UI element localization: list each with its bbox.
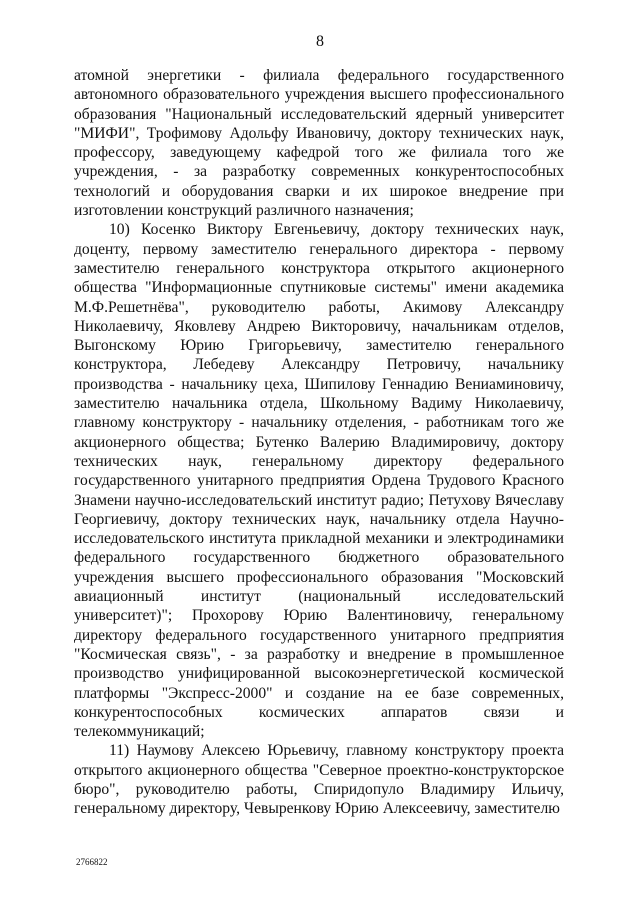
document-id: 2766822: [76, 857, 108, 867]
page-number: 8: [316, 33, 324, 50]
paragraph-item-11: 11) Наумову Алексею Юрьевичу, главному конструктору проекта открытого акционерного общества "Северное проектно-конструкторское бюро", руководителю работы, Спиридопуло Владимиру Ильичу, генеральному директору, Чевыренкову Юрию Алексеевичу, заместителю: [74, 742, 564, 818]
paragraph-continuation: атомной энергетики - филиала федерального государственного автономного образовательного учреждения высшего профессионального образования "Национальный исследовательский ядерный университет "МИФИ", Трофимову Адольфу Ивановичу, доктору технических наук, профессору, заведующему кафедрой того же филиала того же учреждения, - за разработку современных конкурентоспособных технологий и оборудования сварки и их широкое внедрение при изготовлении конструкций различного назначения;: [74, 67, 564, 220]
document-body: [74, 66, 564, 819]
paragraph-item-10: 10) Косенко Виктору Евгеньевичу, доктору технических наук, доценту, первому заместителю генерального директора - первому заместителю генерального конструктора открытого акционерного общества "Информационные спутниковые системы" имени академика М.Ф.Решетнёва", руководителю работы, Акимову Александру Николаевичу, Яковлеву Андрею Викторовичу, начальникам отделов, Выгонскому Юрию Григорьевичу, заместителю генерального конструктора, Лебедеву Александру Петровичу, начальнику производства - начальнику цеха, Шипилову Геннадию Вениаминовичу, заместителю начальника отдела, Школьному Вадиму Николаевичу, главному конструктору - начальнику отделения, - работникам того же акционерного общества; Бутенко Валерию Владимировичу, доктору технических наук, генеральному директору федерального государственного унитарного предприятия Ордена Трудового Красного Знамени научно-исследовательский институт радио; Петухову Вячеславу Георгиевичу, доктору технических наук, начальнику отдела Научно-исследовательского института прикладной механики и электродинамики федерального государственного бюджетного образовательного учреждения высшего профессионального образования "Московский авиационный институт (национальный исследовательский университет)"; Прохорову Юрию Валентиновичу, генеральному директору федерального государственного унитарного предприятия "Космическая связь", - за разработку и внедрение в промышленное производство унифицированной высокоэнергетической космической платформы "Экспресс-2000" и создание на ее базе современных, конкурентоспособных космических аппаратов связи и телекоммуникаций;: [74, 221, 564, 741]
